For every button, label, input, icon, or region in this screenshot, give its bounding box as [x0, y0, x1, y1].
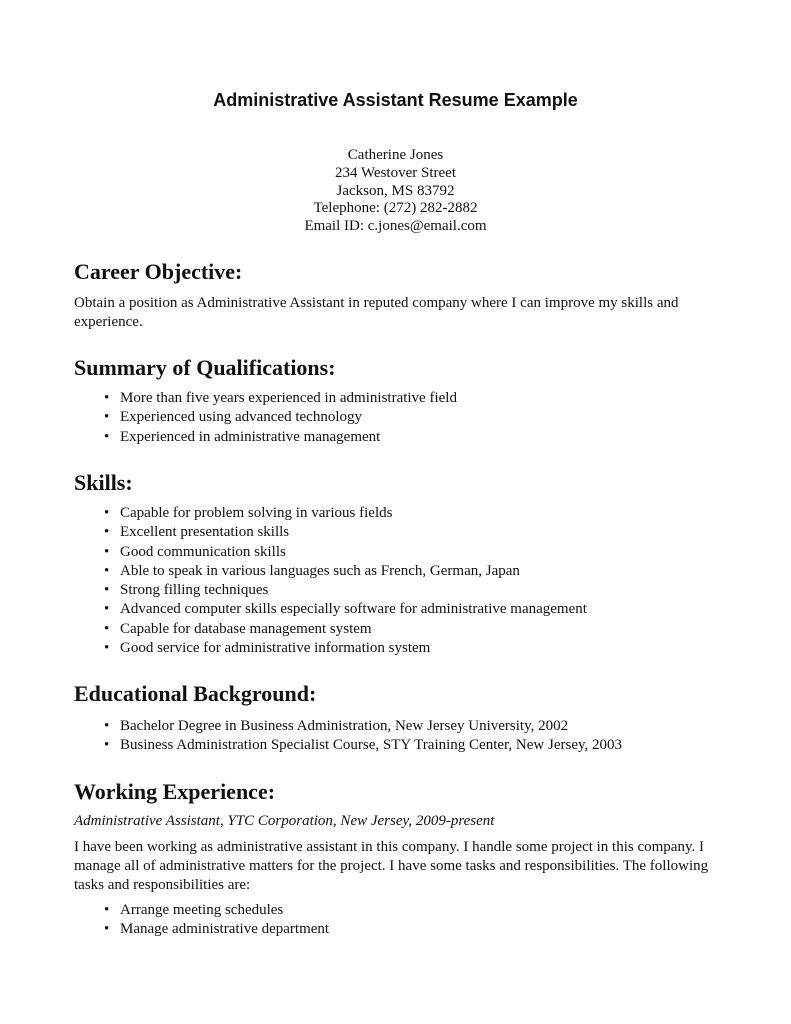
education-list	[104, 717, 622, 756]
contact-phone: Telephone: (272) 282-2882	[313, 200, 478, 217]
contact-name: Catherine Jones	[347, 147, 444, 163]
list-item: • Good service for administrative information system	[104, 639, 587, 658]
contact-street: 234 Westover Street	[335, 164, 456, 181]
career-objective-text: Obtain a position as Administrative Assistant in reputed company where I can improve my skills and experience.	[74, 295, 679, 330]
skills-heading: Skills:	[74, 470, 133, 495]
list-item: • Arrange meeting schedules	[104, 901, 329, 920]
contact-block	[0, 147, 791, 236]
skills-list	[104, 504, 587, 658]
list-item: • Experienced using advanced technology	[104, 408, 457, 427]
experience-list	[104, 901, 329, 940]
list-item: • Strong filling techniques	[104, 581, 587, 600]
experience-heading: Working Experience:	[74, 779, 276, 804]
contact-email: Email ID: c.jones@email.com	[304, 218, 487, 235]
list-item: • Capable for database management system	[104, 620, 587, 639]
list-item: • More than five years experienced in administrative field	[104, 389, 457, 408]
qualifications-list	[104, 389, 457, 447]
list-item: • Good communication skills	[104, 543, 587, 562]
education-heading: Educational Background:	[74, 681, 317, 706]
list-item: • Experienced in administrative management	[104, 428, 457, 447]
career-objective-heading: Career Objective:	[74, 259, 243, 284]
contact-city: Jackson, MS 83792	[336, 182, 455, 199]
experience-position: Administrative Assistant, YTC Corporation, New Jersey, 2009-present	[74, 813, 495, 829]
list-item: • Capable for problem solving in various fields	[104, 504, 587, 523]
qualifications-heading: Summary of Qualifications:	[74, 355, 336, 380]
experience-text: I have been working as administrative assistant in this company. I handle some project in this company. I manage all of administrative matters for the project. I have some tasks and responsibilities. The following tasks and responsibilities are:	[74, 839, 709, 893]
list-item: • Advanced computer skills especially software for administrative management	[104, 600, 587, 619]
list-item: • Manage administrative department	[104, 920, 329, 939]
list-item: • Excellent presentation skills	[104, 523, 587, 542]
list-item: • Business Administration Specialist Course, STY Training Center, New Jersey, 2003	[104, 736, 622, 755]
list-item: • Bachelor Degree in Business Administration, New Jersey University, 2002	[104, 717, 622, 736]
list-item: • Able to speak in various languages such as French, German, Japan	[104, 562, 587, 581]
document-title: Administrative Assistant Resume Example	[213, 90, 578, 110]
